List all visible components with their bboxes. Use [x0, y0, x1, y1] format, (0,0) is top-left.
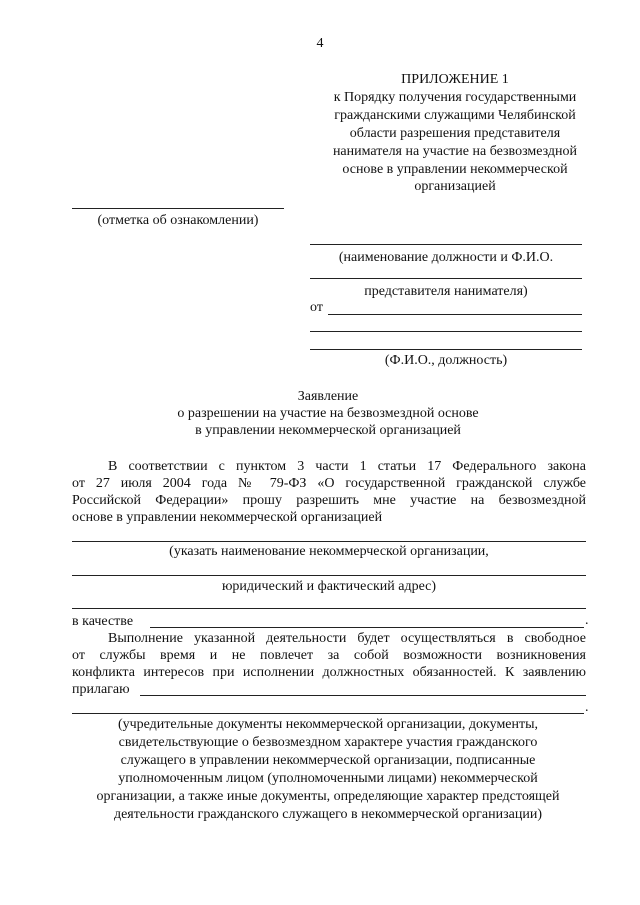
blank-line[interactable]: [72, 608, 586, 609]
org-address-line[interactable]: [72, 575, 586, 576]
position-line[interactable]: [310, 244, 582, 245]
acknowledgement-line[interactable]: [72, 208, 284, 209]
fio-label: (Ф.И.О., должность): [384, 353, 508, 368]
from-label: от: [310, 300, 323, 315]
documents-note-line: (учредительные документы некоммерческой организации, документы,: [117, 717, 539, 732]
period-mark: .: [585, 613, 589, 628]
employer-line[interactable]: [310, 278, 582, 279]
documents-note-line: деятельности гражданского служащего в некоммерческой организации): [113, 807, 543, 822]
appendix-line: к Порядку получения государственными: [333, 90, 577, 105]
activity-line: прилагаю: [72, 682, 130, 697]
capacity-label: в качестве: [72, 614, 134, 629]
documents-note-line: уполномоченным лицом (уполномоченными лицами) некоммерческой: [118, 771, 538, 786]
fio-line[interactable]: [310, 349, 582, 350]
documents-note-line: служащего в управлении некоммерческой организации, подписанные: [120, 753, 536, 768]
from-line[interactable]: [328, 314, 582, 315]
appendix-line: нанимателя на участие на безвозмездной: [332, 144, 578, 159]
statement-subtitle: о разрешении на участие на безвозмездной основе: [177, 406, 479, 421]
org-address-label: юридический и фактический адрес): [221, 579, 437, 594]
body-paragraph: [72, 458, 586, 526]
statement-title: Заявление: [297, 389, 359, 404]
attachments-line-2[interactable]: [72, 713, 584, 714]
body-line: В соответствии с пунктом 3 части 1 статьи 17 Федерального закона: [108, 459, 586, 474]
activity-line: Выполнение указанной деятельности будет осуществляться в свободное: [108, 631, 586, 646]
body-line: основе в управлении некоммерческой организацией: [72, 510, 383, 525]
appendix-title: ПРИЛОЖЕНИЕ 1: [401, 72, 509, 87]
org-name-line[interactable]: [72, 541, 586, 542]
appendix-line: гражданскими служащими Челябинской: [334, 108, 576, 123]
capacity-line[interactable]: [150, 627, 584, 628]
body-line: Российской Федерации» прошу разрешить мне участие на безвозмездной: [72, 493, 586, 508]
body-line: от 27 июля 2004 года № 79-ФЗ «О государственной гражданской службе: [72, 476, 586, 491]
employer-label: представителя нанимателя): [364, 284, 528, 299]
documents-note-line: организации, а также иные документы, определяющие характер предстоящей: [96, 789, 560, 804]
acknowledgement-label: (отметка об ознакомлении): [97, 213, 259, 228]
position-label: (наименование должности и Ф.И.О.: [338, 250, 554, 265]
activity-line: конфликта интересов при исполнении должностных обязанностей. К заявлению: [72, 665, 586, 680]
documents-note-line: свидетельствующие о безвозмездном характере участия гражданского: [118, 735, 538, 750]
from-line-2[interactable]: [310, 331, 582, 332]
appendix-line: области разрешения представителя: [349, 126, 561, 141]
attachments-line[interactable]: [140, 695, 586, 696]
page-number: 4: [316, 36, 324, 51]
activity-line: от службы время и не повлечет за собой возможности возникновения: [72, 648, 586, 663]
activity-paragraph: [72, 630, 586, 698]
appendix-line: основе в управлении некоммерческой: [342, 162, 568, 177]
period-mark: .: [585, 700, 589, 715]
org-name-label: (указать наименование некоммерческой организации,: [169, 544, 489, 559]
appendix-line: организацией: [414, 179, 496, 194]
statement-subtitle: в управлении некоммерческой организацией: [195, 423, 461, 438]
